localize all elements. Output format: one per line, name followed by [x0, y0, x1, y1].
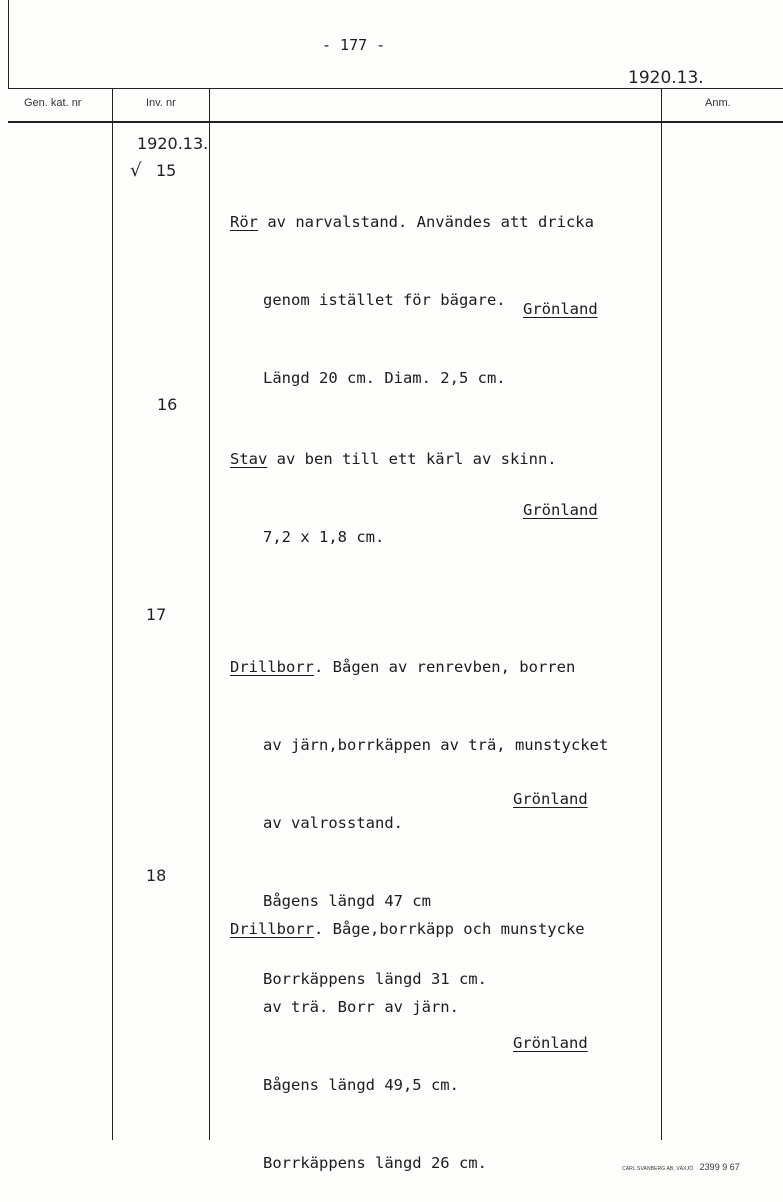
column-rule-inv-desc: [209, 88, 210, 1140]
column-rule-desc-anm: [661, 88, 662, 1140]
entry-18-line-1: . Båge,borrkäpp och munstycke: [314, 920, 585, 938]
entry-15-line-2: genom istället för bägare.: [263, 291, 506, 309]
entry-17-line-1: . Bågen av renrevben, borren: [314, 658, 576, 676]
entry-15-description: [230, 157, 594, 417]
entry-15-title: Rör: [230, 213, 258, 231]
accession-header-underline: [620, 88, 730, 89]
form-code: 2399 9 67: [699, 1162, 740, 1172]
printer-name: CARL SVANBERG AB, VÄXJÖ: [622, 1166, 694, 1172]
entry-17-line-5: Borrkäppens längd 31 cm.: [263, 970, 487, 988]
left-margin-rule: [8, 0, 9, 88]
entry-16-line-2: 7,2 x 1,8 cm.: [263, 528, 385, 546]
entry-18-line-2: av trä. Borr av järn.: [263, 998, 459, 1016]
column-header-inv-nr: Inv. nr: [146, 97, 176, 109]
entry-16-title: Stav: [230, 450, 268, 468]
entry-17-line-4: Bågens längd 47 cm: [263, 892, 431, 910]
entry-15-line-1: av narvalstand. Användes att dricka: [258, 213, 594, 231]
entry-18-line-3: Bågens längd 49,5 cm.: [263, 1076, 459, 1094]
entry-15-line-3: Längd 20 cm. Diam. 2,5 cm.: [263, 369, 506, 387]
entry-17-place: Grönland: [513, 790, 588, 808]
column-header-anm: Anm.: [705, 97, 731, 109]
inv-number-15: 15: [156, 161, 177, 180]
entry-16-line-1: av ben till ett kärl av skinn.: [267, 450, 557, 468]
inv-number-17: 17: [146, 605, 167, 624]
column-rule-gen-inv: [112, 88, 113, 1140]
page-number: - 177 -: [322, 36, 386, 54]
group-number: 1920.13.: [137, 134, 209, 153]
entry-18-place: Grönland: [513, 1034, 588, 1052]
entry-15-place: Grönland: [523, 300, 598, 318]
entry-16-place: Grönland: [523, 501, 598, 519]
check-mark: √: [130, 160, 142, 181]
accession-header: 1920.13.: [628, 68, 704, 88]
entry-17-title: Drillborr: [230, 658, 314, 676]
inv-number-18: 18: [146, 866, 167, 885]
entry-17-line-2: av järn,borrkäppen av trä, munstycket: [263, 736, 609, 754]
entry-18-title: Drillborr: [230, 920, 314, 938]
inv-number-16: 16: [157, 395, 178, 414]
column-header-gen-kat-nr: Gen. kat. nr: [24, 97, 82, 109]
entry-16-description: [230, 394, 557, 576]
entry-18-line-4: Borrkäppens längd 26 cm.: [263, 1154, 487, 1172]
printer-imprint: [622, 1157, 740, 1175]
header-bottom-rule: [8, 121, 783, 123]
entry-17-line-3: av valrosstand.: [263, 814, 403, 832]
